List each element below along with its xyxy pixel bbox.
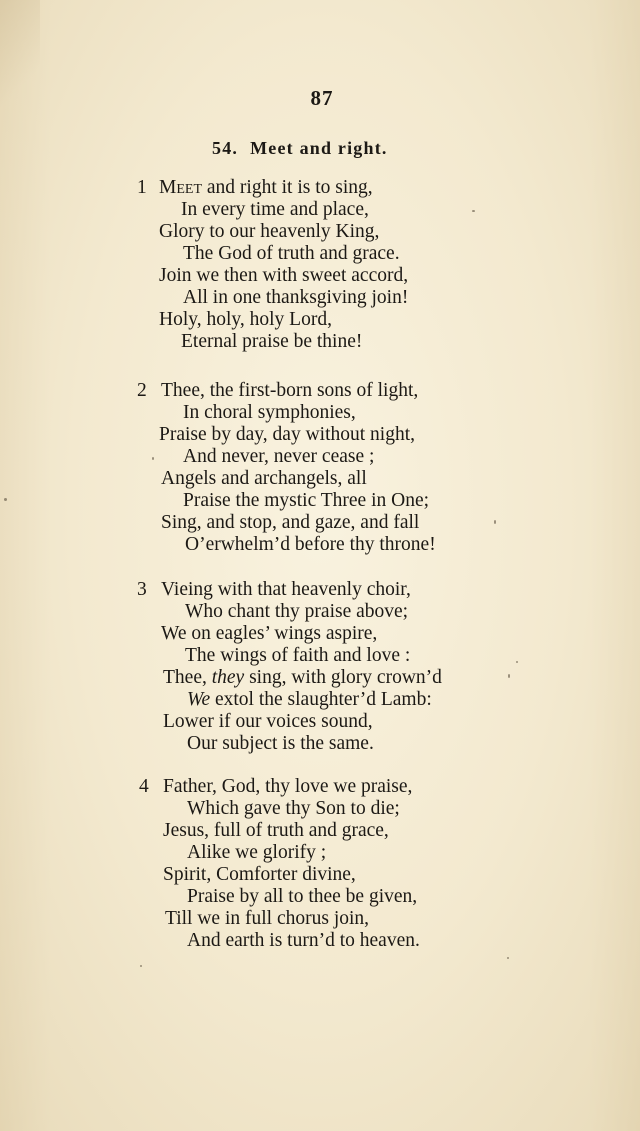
verse-line: Praise by all to thee be given, (187, 886, 418, 907)
verse-line: The God of truth and grace. (183, 243, 400, 264)
verse-line: Glory to our heavenly King, (159, 221, 380, 242)
verse-line: Eternal praise be thine! (181, 331, 363, 352)
verse-line: The wings of faith and love : (185, 645, 411, 666)
verse-line: Holy, holy, holy Lord, (159, 309, 332, 330)
stanza-number: 3 (137, 579, 147, 600)
page-number: 87 (310, 86, 334, 110)
hymn-number: 54. (212, 138, 239, 158)
hymn-title (212, 138, 388, 159)
paper-speck (508, 674, 510, 678)
verse-line: Thee, they sing, with glory crown’d (163, 667, 442, 688)
verse-line: Praise the mystic Three in One; (183, 490, 430, 511)
verse-line: Jesus, full of truth and grace, (163, 820, 389, 841)
stanza-number: 1 (137, 177, 147, 198)
paper-speck (472, 210, 475, 212)
verse-line: Vieing with that heavenly choir, (161, 579, 411, 600)
hymn-title-text: Meet and right. (250, 138, 388, 158)
verse-line: Alike we glorify ; (187, 842, 327, 863)
verse-line: Sing, and stop, and gaze, and fall (161, 512, 420, 533)
verse-line: Till we in full chorus join, (165, 908, 370, 929)
stanza-number: 4 (139, 776, 149, 797)
verse-line: And earth is turn’d to heaven. (187, 930, 420, 951)
verse-line: Father, God, thy love we praise, (163, 776, 413, 797)
verse-line: O’erwhelm’d before thy throne! (185, 534, 436, 555)
verse-line: Who chant thy praise above; (185, 601, 409, 622)
paper-speck (516, 661, 518, 663)
paper-speck (4, 498, 7, 501)
verse-line: Thee, the first-born sons of light, (161, 380, 419, 401)
stanza-number: 2 (137, 380, 147, 401)
verse-line: Meet and right it is to sing, (159, 177, 373, 198)
verse-line: Spirit, Comforter divine, (163, 864, 356, 885)
page-fold-shadow (0, 0, 40, 140)
verse-line: Angels and archangels, all (161, 468, 367, 489)
verse-line: Praise by day, day without night, (159, 424, 415, 445)
verse-line: We extol the slaughter’d Lamb: (187, 689, 432, 710)
paper-speck (140, 965, 142, 967)
paper-speck (152, 457, 154, 460)
verse-line: All in one thanksgiving join! (183, 287, 409, 308)
drop-word: Meet (159, 177, 202, 198)
paper-speck (494, 520, 496, 524)
paper-speck (507, 957, 509, 959)
verse-line: Our subject is the same. (187, 733, 374, 754)
verse-line: In choral symphonies, (183, 402, 356, 423)
verse-line: Which gave thy Son to die; (187, 798, 400, 819)
verse-line: In every time and place, (181, 199, 369, 220)
verse-line: Join we then with sweet accord, (159, 265, 409, 286)
verse-line: Lower if our voices sound, (163, 711, 373, 732)
verse-line: And never, never cease ; (183, 446, 375, 467)
verse-line: We on eagles’ wings aspire, (161, 623, 378, 644)
